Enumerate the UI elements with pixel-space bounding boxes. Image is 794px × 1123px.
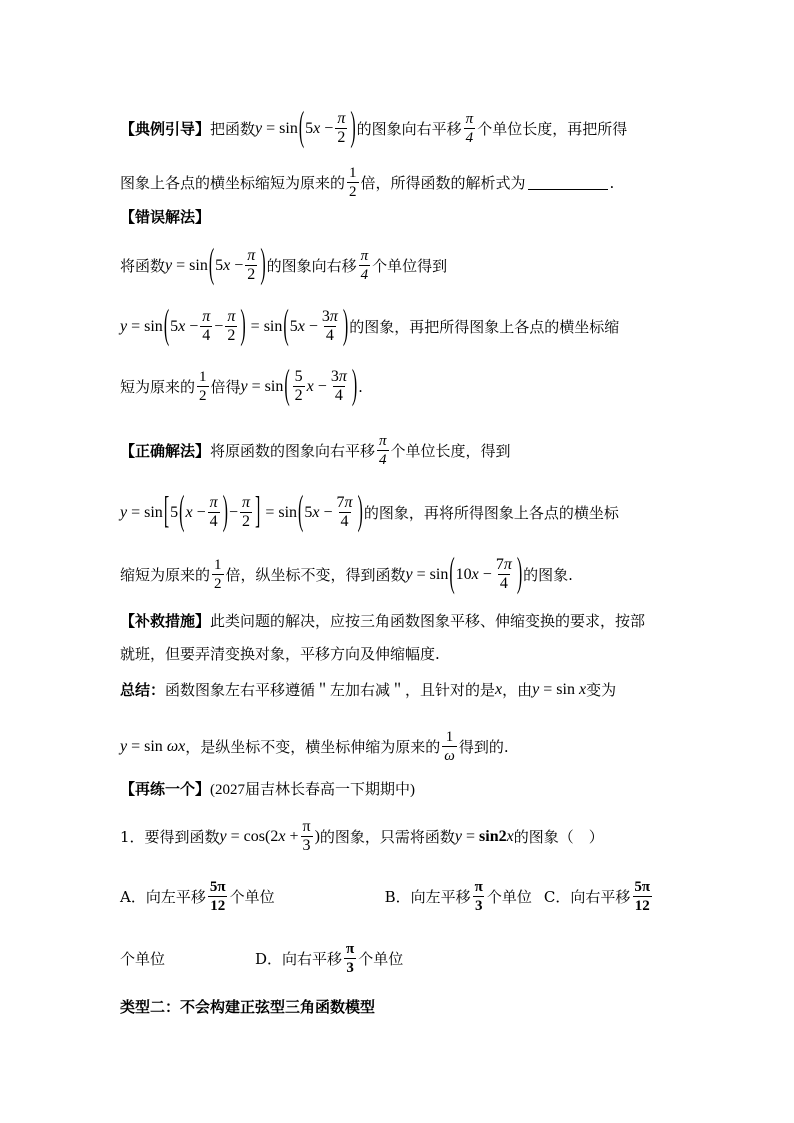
practice-source: (2027届吉林长春高一下期期中) [210,782,416,798]
example-text-4: 图象上各点的横坐标缩短为原来的 [120,174,346,192]
half-fraction: $\frac{1}{2}$ [349,165,357,200]
summary-tag: 总结： [120,681,166,699]
sin2x-formula: y = sin2 x [454,827,514,845]
option-d[interactable] [255,940,403,977]
option-d-label: D．向右平移 [255,950,343,968]
practice-heading [120,778,684,799]
option-b-label: B．向左平移 [384,888,471,906]
summary-line-1 [120,679,684,700]
example-text-1: 把函数 [210,120,256,138]
wrong-text-2: 的图象向右移 [266,257,357,275]
options-line-2 [120,940,684,977]
wrong-formula-1: y = sin ( 5 x − $\frac{\pi}{2}$ ) [165,242,266,287]
right-text-6: 的图象. [523,566,573,584]
right-formula-1: y = sin [ 5 ( x − $\frac{\pi}{4}$ ) − $\frac{\pi}{2}$ ] = sin ( 5 x − $\frac{7\pi}{4}$ ) [120,489,363,534]
cos-formula: y = cos(2 x + $\frac{\pi}{3}$ ) [219,818,320,854]
option-c-fraction: $\frac{5\pi}{12}$ [634,879,651,914]
sin-wx-formula: y = sin ωx [120,737,186,755]
options-line-1 [120,878,684,915]
right-text-1: 将原函数的图象向右平移 [210,442,376,460]
option-d-unit: 个单位 [358,950,404,968]
option-b-fraction: $\frac{\pi}{3}$ [474,879,483,914]
right-line-3 [120,551,684,596]
right-text-5: 倍，纵坐标不变，得到函数 [225,566,406,584]
wrong-line-2 [120,303,684,348]
option-a[interactable] [120,878,275,915]
summary-text-2: ，由 [502,681,533,699]
remedy-text-2: 就班，但要弄清变换对象，平移方向及伸缩幅度. [120,645,440,663]
wrong-period: . [358,377,363,396]
example-tag: 【典例引导】 [120,120,211,138]
right-tag: 【正确解法】 [120,442,211,460]
sin-x-formula: y = sin x [532,680,587,698]
wrong-half-fraction: $\frac{1}{2}$ [199,369,207,404]
shift-fraction: $\frac{\pi}{4}$ [465,111,474,146]
remedy-text-1: 此类问题的解决，应按三角函数图象平移、伸缩变换的要求，按部 [210,612,646,630]
summary-line-2 [120,728,684,765]
wrong-text-5: 短为原来的 [120,378,196,396]
example-text-2: 的图象向右平移 [356,120,462,138]
option-d-fraction: $\frac{\pi}{3}$ [346,941,355,976]
option-c-label: C．向右平移 [543,888,631,906]
right-line-2 [120,489,684,534]
answer-blank[interactable] [528,175,608,190]
summary-text-1: 函数图象左右平移遵循＂左加右减＂，且针对的是 [165,681,496,699]
example-formula: y = sin ( 5 x − $\frac{\pi}{2}$ ) [255,105,356,150]
example-text-5: 倍，所得函数的解析式为 [360,174,526,192]
option-c-unit: 个单位 [120,950,166,968]
right-text-3: 的图象，再将所得图象上各点的横坐标 [363,504,619,522]
remedy-line-2 [120,643,684,664]
wrong-formula-2: y = sin ( 5 x − $\frac{\pi}{4}$ − $\frac{\pi}{2}$ ) = sin ( 5 x − $\frac{3\pi}{4}$ ) [120,303,349,348]
right-result-formula: y = sin ( 10 x − $\frac{7\pi}{4}$ ) [405,551,523,596]
question-text-3: 的图象（ ） [513,828,604,846]
period: . [609,173,615,192]
wrong-tag: 【错误解法】 [120,208,211,226]
remedy-line-1 [120,610,684,631]
question-line [120,818,684,855]
practice-tag: 【再练一个】 [120,780,211,798]
option-b[interactable] [385,878,532,915]
wrong-text-1: 将函数 [120,257,166,275]
wrong-heading [120,206,684,227]
type2-title: 类型二：不会构建正弦型三角函数模型 [120,998,376,1016]
right-text-4: 缩短为原来的 [120,566,211,584]
option-a-fraction: $\frac{5\pi}{12}$ [209,879,226,914]
example-line-2 [120,164,684,201]
wrong-shift-fraction: $\frac{\pi}{4}$ [360,248,369,283]
remedy-tag: 【补救措施】 [120,612,211,630]
wrong-line-1 [120,242,684,287]
wrong-text-3: 个单位得到 [372,257,448,275]
example-line-1 [120,105,684,150]
example-text-3: 个单位长度，再把所得 [477,120,628,138]
option-a-unit: 个单位 [229,888,275,906]
summary-text-4: ，是纵坐标不变，横坐标伸缩为原来的 [185,738,441,756]
wrong-result-formula: y = sin ( $\frac{5}{2}$ x − $\frac{3\pi}{4}$ ) [240,363,358,408]
option-c[interactable] [544,878,654,915]
question-text-1: 1．要得到函数 [120,828,220,846]
right-shift-fraction: $\frac{\pi}{4}$ [379,433,387,468]
wrong-text-6: 倍得 [210,378,241,396]
summary-text-5: 得到的. [458,738,509,756]
right-half-fraction: $\frac{1}{2}$ [214,557,222,592]
type2-heading [120,996,684,1017]
question-text-2: 的图象，只需将函数 [319,828,455,846]
wrong-text-4: 的图象，再把所得图象上各点的横坐标缩 [349,318,620,336]
omega-fraction: $\frac{1}{\omega}$ [444,729,455,764]
right-line-1 [120,432,684,469]
wrong-line-3 [120,363,684,408]
option-a-label: A．向左平移 [120,888,206,906]
summary-text-3: 变为 [586,681,617,699]
option-b-unit: 个单位 [486,888,532,906]
var-x: x [495,680,503,698]
right-text-2: 个单位长度，得到 [390,442,511,460]
